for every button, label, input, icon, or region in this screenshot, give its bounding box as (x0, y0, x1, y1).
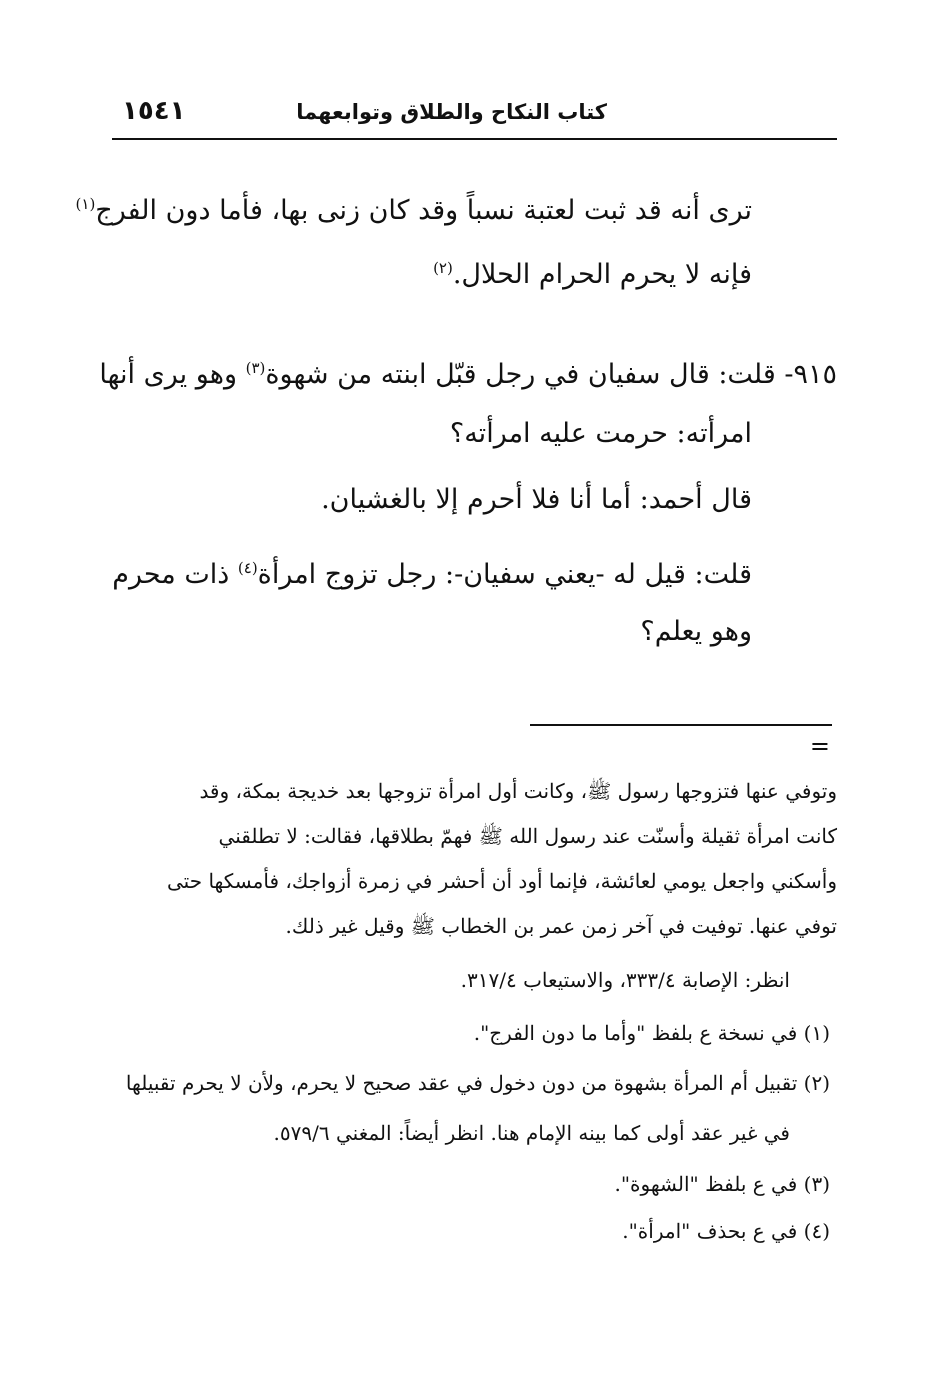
footnote-2-line-1: (٢) تقبيل أم المرأة بشهوة من دون دخول في عقد صحيح لا يحرم، ولأن لا يحرم تقبيلها (125, 1071, 830, 1095)
page-header (112, 96, 837, 140)
footnote-3: (٣) في ع بلفظ "الشهوة". (614, 1172, 830, 1196)
footnote-ref-1: (١) (75, 195, 96, 213)
footnote-1: (١) في نسخة ع بلفظ "وأما ما دون الفرج". (473, 1021, 830, 1045)
footnote-4: (٤) في ع بحذف "امرأة". (622, 1219, 830, 1243)
footnote-2-line-2: في غير عقد أولى كما بينه الإمام هنا. انظر أيضاً: المغني ٥٧٩/٦. (273, 1121, 790, 1145)
footnote-ref-3: (٣) (245, 359, 266, 377)
ahmad-answer: قال أحمد: أما أنا فلا أحرم إلا بالغشيان. (321, 484, 752, 515)
question-915-line-1: ٩١٥- قلت: قال سفيان في رجل قبّل ابنته من شهوة$^{(٣)}$ وهو يرى أنها (99, 359, 837, 390)
page-number: ١٥٤١ (122, 96, 186, 126)
question-915-line-2: امرأته: حرمت عليه امرأته؟ (449, 418, 752, 449)
footnote-continuation-line-2: كانت امرأة ثقيلة وأسنّت عند رسول الله ﷺ فهمّ بطلاقها، فقالت: لا تطلقني (218, 824, 837, 848)
footnote-continuation-line-3: وأسكني واجعل يومي لعائشة، فإنما أود أن أحشر في زمرة أزواجك، فأمسكها حتى (167, 869, 837, 893)
paragraph-1-line-2: فإنه لا يحرم الحرام الحلال.$^{(٢)}$ (433, 259, 752, 290)
footnote-continuation-line-1: وتوفي عنها فتزوجها رسول ﷺ، وكانت أول امرأة تزوجها بعد خديجة بمكة، وقد (199, 779, 837, 803)
continuation-mark: = (809, 732, 830, 760)
footnote-continuation-line-4: توفي عنها. توفيت في آخر زمن عمر بن الخطاب ﷺ وقيل غير ذلك. (285, 914, 837, 938)
paragraph-1-line-1: ترى أنه قد ثبت لعتبة نسباً وقد كان زنى بها، فأما دون الفرج$^{(١)}$ (75, 195, 752, 226)
question-2-line-2: وهو يعلم؟ (640, 616, 752, 647)
question-2-line-1: قلت: قيل له -يعني سفيان-: رجل تزوج امرأة$^{(٤)}$ ذات محرم (112, 559, 752, 590)
footnote-ref-2: (٢) (433, 259, 453, 277)
running-title: كتاب النكاح والطلاق وتوابعهما (296, 100, 607, 124)
main-text (75, 170, 837, 670)
footnote-ref-4: (٤) (237, 559, 258, 577)
footnote-separator (530, 724, 832, 726)
footnote-continuation-source: انظر: الإصابة ٣٣٣/٤، والاستيعاب ٣١٧/٤. (460, 968, 790, 992)
